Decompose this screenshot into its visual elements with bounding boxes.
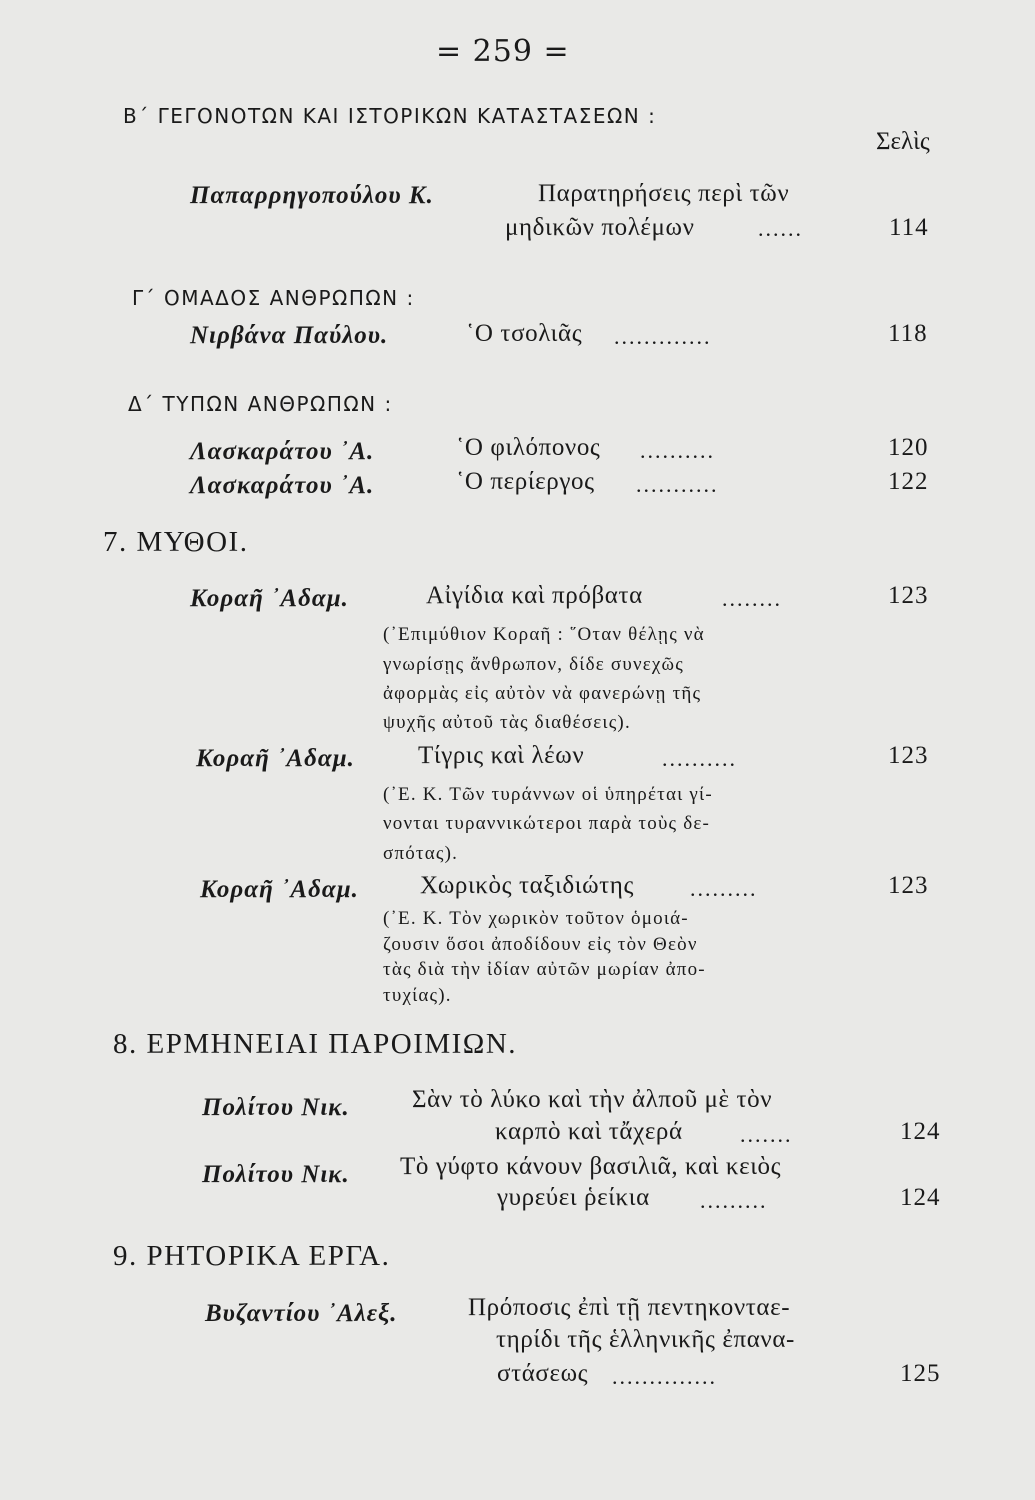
section-heading-d: Δ΄ ΤΥΠΩΝ ΑΝΘΡΩΠΩΝ : — [128, 392, 393, 416]
entry-title: Τὸ γύφτο κάνουν βασιλιᾶ, καὶ κειὸς — [400, 1153, 782, 1180]
pages-column-label: Σελὶς — [876, 128, 930, 155]
entry-title: Χωρικὸς ταξιδιώτης — [420, 872, 634, 899]
entry-author: Βυζαντίου ᾿Αλεξ. — [205, 1300, 398, 1327]
entry-page-number: 123 — [888, 742, 929, 769]
entry-title: ῾Ο φιλόπονος — [456, 434, 601, 461]
leader-dots: .......... — [662, 746, 737, 771]
entry-note-line: ψυχῆς αὐτοῦ τὰς διαθέσεις). — [383, 712, 631, 733]
leader-dots: ............. — [614, 324, 712, 349]
entry-note-line: (᾿Ε. Κ. Τῶν τυράννων οἱ ὑπηρέται γί- — [383, 784, 713, 805]
entry-page-number: 123 — [888, 872, 929, 899]
entry-page-number: 114 — [889, 214, 929, 241]
entry-title: ῾Ο περίεργος — [456, 468, 595, 495]
entry-title: Σὰν τὸ λύκο καὶ τὴν ἀλποῦ μὲ τὸν — [412, 1086, 773, 1113]
entry-title: Πρόποσις ἐπὶ τῇ πεντηκονταε- — [468, 1294, 791, 1321]
entry-page-number: 125 — [900, 1360, 941, 1387]
entry-note-line: σπότας). — [383, 843, 459, 864]
entry-author: Κοραῆ ᾿Αδαμ. — [190, 585, 349, 612]
entry-author: Λασκαράτου ᾿Α. — [190, 472, 375, 499]
entry-note-line: (᾿Επιμύθιον Κοραῆ : ῞Οταν θέλῃς νὰ — [383, 624, 705, 645]
entry-page-number: 124 — [900, 1184, 941, 1211]
entry-title-continued: γυρεύει ῥείκια — [497, 1184, 650, 1211]
entry-note-line: νονται τυραννικώτεροι παρὰ τοὺς δε- — [383, 813, 711, 834]
section-heading-myths: 7. ΜΥΘΟΙ. — [103, 526, 249, 558]
entry-title: Αἰγίδια καὶ πρόβατα — [426, 582, 643, 609]
leader-dots: ......... — [700, 1188, 768, 1213]
leader-dots: .......... — [640, 438, 715, 463]
entry-author: Πολίτου Νικ. — [202, 1161, 350, 1188]
entry-page-number: 124 — [900, 1118, 941, 1145]
entry-page-number: 120 — [888, 434, 929, 461]
entry-title: ῾Ο τσολιᾶς — [466, 320, 583, 347]
leader-dots: .............. — [612, 1364, 717, 1389]
entry-title-continued: τηρίδι τῆς ἑλληνικῆς ἐπανα- — [496, 1326, 795, 1353]
leader-dots: ......... — [690, 876, 758, 901]
leader-dots: ....... — [740, 1122, 793, 1147]
entry-title: Τίγρις καὶ λέων — [418, 742, 585, 769]
entry-title-continued: καρπὸ καὶ τἄχερά — [495, 1118, 683, 1145]
entry-note-line: ἀφορμὰς εἰς αὐτὸν νὰ φανερώνῃ τῆς — [383, 683, 702, 704]
leader-dots: ...... — [758, 216, 803, 241]
section-heading-proverbs: 8. ΕΡΜΗΝΕΙΑΙ ΠΑΡΟΙΜΙΩΝ. — [113, 1028, 518, 1060]
leader-dots: ........ — [722, 586, 782, 611]
entry-page-number: 123 — [888, 582, 929, 609]
entry-note-line: ζουσιν ὅσοι ἀποδίδουν εἰς τὸν Θεὸν — [383, 934, 698, 955]
page-number: = 259 = — [436, 34, 570, 69]
entry-author: Νιρβάνα Παύλου. — [190, 322, 389, 349]
entry-title-continued: στάσεως — [497, 1360, 589, 1387]
entry-author: Λασκαράτου ᾿Α. — [190, 438, 375, 465]
entry-note-line: (᾿Ε. Κ. Τὸν χωρικὸν τοῦτον ὁμοιά- — [383, 908, 689, 929]
entry-author: Κοραῆ ᾿Αδαμ. — [196, 745, 355, 772]
entry-page-number: 118 — [888, 320, 928, 347]
entry-note-line: τὰς διὰ τὴν ἰδίαν αὐτῶν μωρίαν ἀπο- — [383, 959, 706, 980]
entry-author: Παπαρρηγοπούλου Κ. — [190, 182, 434, 209]
leader-dots: ........... — [636, 472, 719, 497]
section-heading-b: Β΄ ΓΕΓΟΝΟΤΩΝ ΚΑΙ ΙΣΤΟΡΙΚΩΝ ΚΑΤΑΣΤΑΣΕΩΝ : — [123, 104, 657, 128]
entry-note-line: τυχίας). — [383, 985, 452, 1006]
entry-title: Παρατηρήσεις περὶ τῶν — [538, 180, 790, 207]
section-heading-g: Γ΄ ΟΜΑΔΟΣ ΑΝΘΡΩΠΩΝ : — [132, 286, 415, 310]
entry-page-number: 122 — [888, 468, 929, 495]
entry-title-continued: μηδικῶν πολέμων — [505, 214, 695, 241]
entry-author: Πολίτου Νικ. — [202, 1094, 350, 1121]
entry-author: Κοραῆ ᾿Αδαμ. — [200, 876, 359, 903]
entry-note-line: γνωρίσῃς ἄνθρωπον, δίδε συνεχῶς — [383, 654, 684, 675]
section-heading-rhetoric: 9. ΡΗΤΟΡΙΚΑ ΕΡΓΑ. — [113, 1240, 391, 1272]
